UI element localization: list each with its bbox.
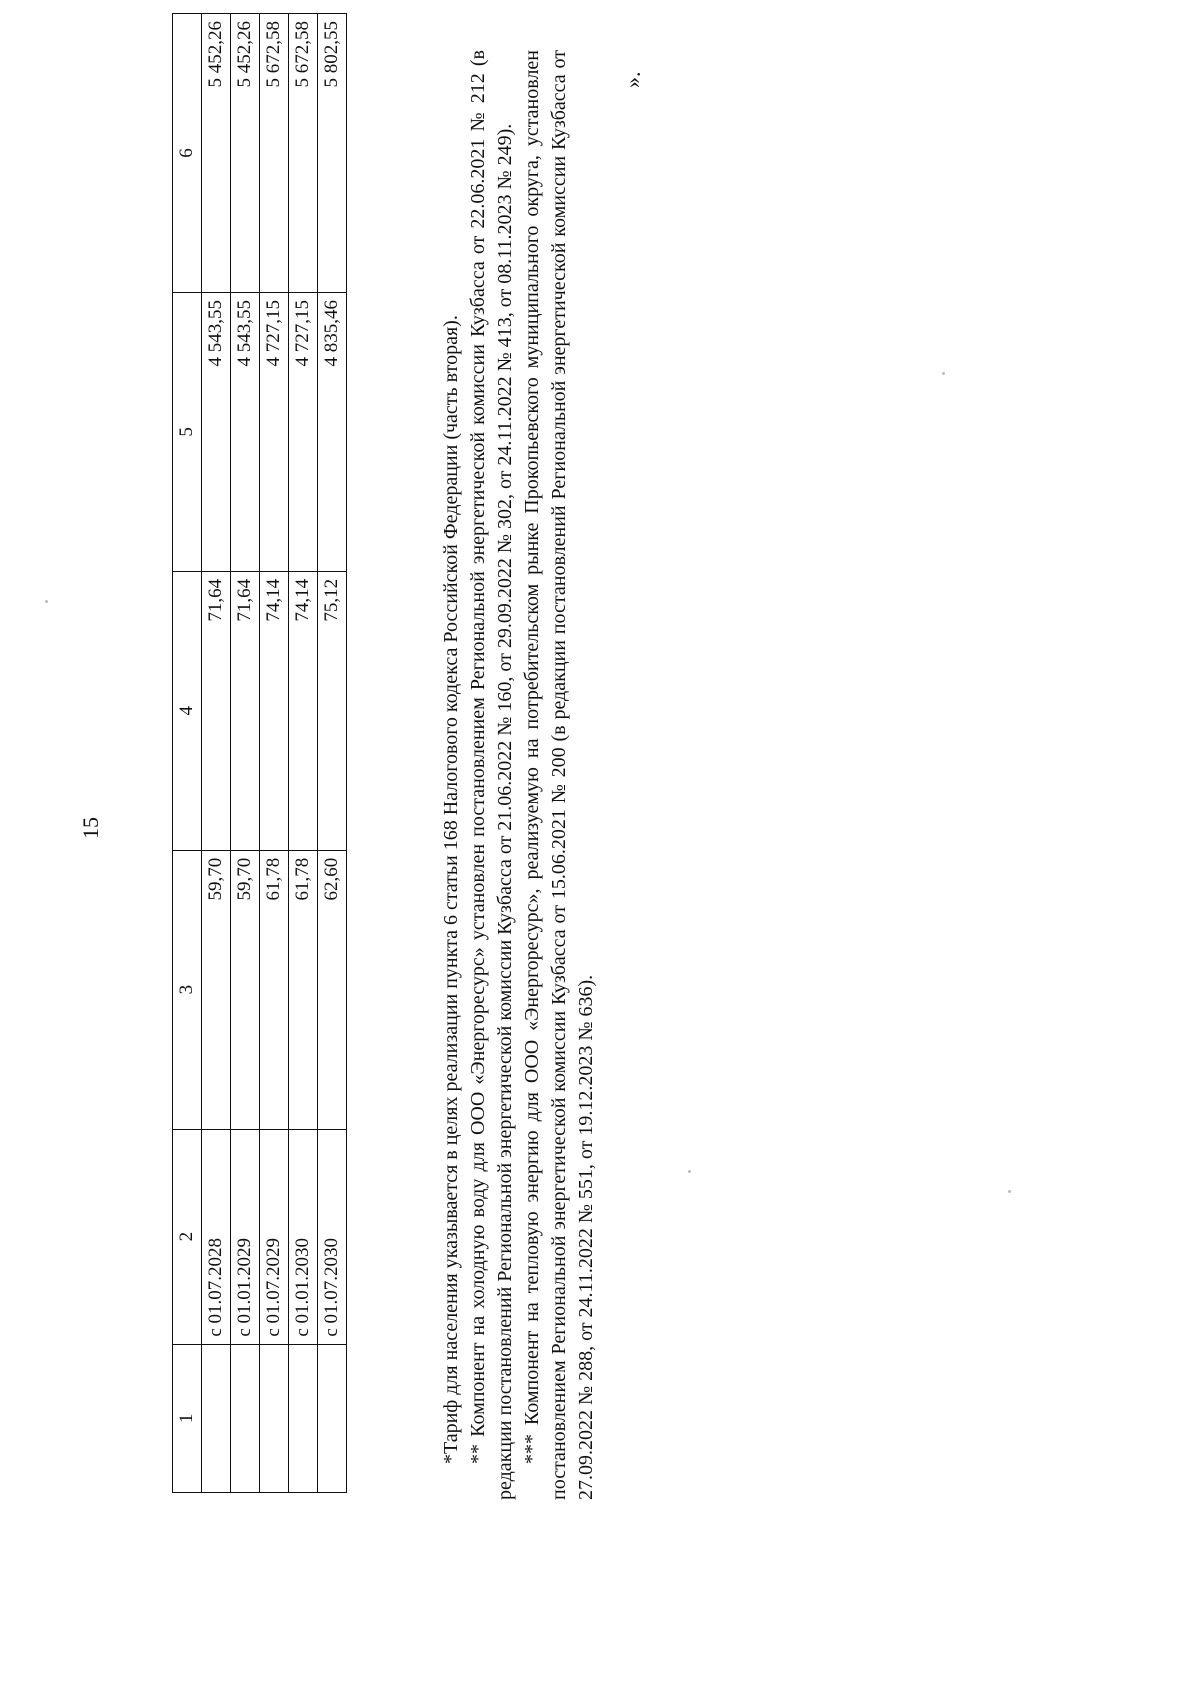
header-cell: 5 (173, 292, 202, 571)
table-cell: 59,70 (202, 850, 231, 1129)
page-number: 15 (78, 817, 103, 839)
table-cell: 75,12 (318, 571, 347, 850)
table-cell: 5 802,55 (318, 14, 347, 293)
table-cell (289, 1344, 318, 1492)
scan-speck (688, 1170, 691, 1173)
table-cell: 62,60 (318, 850, 347, 1129)
table-cell: 5 452,26 (231, 14, 260, 293)
table-row (202, 14, 231, 1493)
table-cell: 74,14 (260, 571, 289, 850)
table-cell: 71,64 (202, 571, 231, 850)
header-cell: 3 (173, 850, 202, 1129)
scan-speck (942, 372, 945, 375)
table-cell: с 01.07.2030 (318, 1129, 347, 1344)
table-cell: 71,64 (231, 571, 260, 850)
table-row (318, 14, 347, 1493)
header-cell: 1 (173, 1344, 202, 1492)
table-cell: с 01.01.2029 (231, 1129, 260, 1344)
table-cell: 74,14 (289, 571, 318, 850)
table-row (260, 14, 289, 1493)
table-row (289, 14, 318, 1493)
footnotes (438, 50, 600, 1500)
scan-speck (1008, 1190, 1011, 1193)
tariff-table (172, 13, 347, 1493)
table-cell (231, 1344, 260, 1492)
rotated-page-content (30, 21, 670, 1608)
table-row (231, 14, 260, 1493)
table-cell: 59,70 (231, 850, 260, 1129)
table-cell: 5 672,58 (260, 14, 289, 293)
table-cell: 5 672,58 (289, 14, 318, 293)
header-cell: 2 (173, 1129, 202, 1344)
table-cell: 4 727,15 (260, 292, 289, 571)
table-cell (260, 1344, 289, 1492)
table-cell (202, 1344, 231, 1492)
table-cell: 4 835,46 (318, 292, 347, 571)
scan-speck (45, 600, 48, 603)
footnote-cold-water: ** Компонент на холодную воду для ООО «Энергоресурс» установлен постановлением Региональной энергетической комиссии Кузбасса от 22.06.2021 № 212 (в редакции постановлений Региональной энергетической комиссии Кузбасса от 21.06.2022 № 160, от 29.09.2022 № 302, от 24.11.2022 № 413, от 08.11.2023 № 249). (467, 50, 516, 1500)
header-cell: 4 (173, 571, 202, 850)
table-cell: с 01.07.2029 (260, 1129, 289, 1344)
table-cell: 5 452,26 (202, 14, 231, 293)
footnote-population-tariff: *Тариф для населения указывается в целях реализации пункта 6 статьи 168 Налогового кодекса Российской Федерации (часть вторая). (440, 315, 462, 1464)
header-cell: 6 (173, 14, 202, 293)
footnote-heat-energy: *** Компонент на тепловую энергию для ООО «Энергоресурс», реализуемую на потребительском рынке Прокопьевского муниципального округа, установлен постановлением Региональной энергетической комиссии Кузбасса от 15.06.2021 № 200 (в редакции постановлений Региональной энергетической комиссии Кузбасса от 27.09.2022 № 288, от 24.11.2022 № 551, от 19.12.2023 № 636). (521, 50, 597, 1500)
table-cell: 4 543,55 (231, 292, 260, 571)
table-cell: 61,78 (289, 850, 318, 1129)
table-cell: 4 727,15 (289, 292, 318, 571)
table-cell: с 01.01.2030 (289, 1129, 318, 1344)
closing-quote-mark: ». (620, 71, 645, 88)
table-cell: с 01.07.2028 (202, 1129, 231, 1344)
table-header-row (173, 14, 202, 1493)
table-cell (318, 1344, 347, 1492)
table-cell: 4 543,55 (202, 292, 231, 571)
table-cell: 61,78 (260, 850, 289, 1129)
